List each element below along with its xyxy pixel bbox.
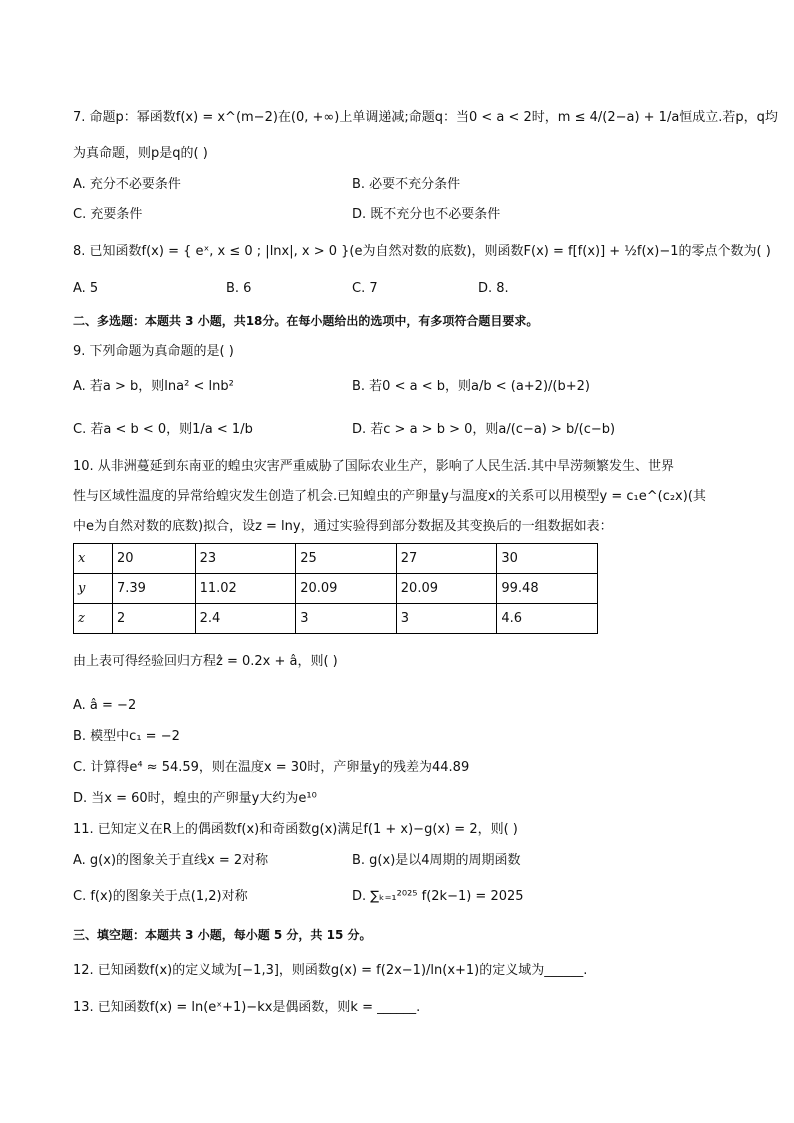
q9-option-d: D. 若c > a > b > 0，则a/(c−a) > b/(c−b) (352, 422, 616, 437)
table-cell: 3 (296, 604, 397, 634)
table-cell: 20.09 (396, 574, 497, 604)
q11-option-a: A. g(x)的图象关于直线x = 2对称 (73, 853, 269, 868)
q11-option-b: B. g(x)是以4周期的周期函数 (352, 853, 521, 868)
q10-data-table (73, 543, 598, 634)
q11-option-d: D. ∑ₖ₌₁²⁰²⁵ f(2k−1) = 2025 (352, 889, 524, 904)
table-cell: z (74, 604, 113, 634)
q10-option-a: A. â = −2 (73, 698, 137, 713)
q10-option-d: D. 当x = 60时，蝗虫的产卵量y大约为e¹⁰ (73, 791, 317, 806)
table-cell: 25 (296, 544, 397, 574)
table-row (74, 544, 598, 574)
table-cell: 20 (113, 544, 196, 574)
table-cell: 2 (113, 604, 196, 634)
table-cell: 99.48 (497, 574, 598, 604)
section2-heading: 二、多选题：本题共 3 小题，共18分。在每小题给出的选项中，有多项符合题目要求。 (73, 314, 539, 328)
table-cell: y (74, 574, 113, 604)
q11-option-c: C. f(x)的图象关于点(1,2)对称 (73, 889, 248, 904)
q10-option-b: B. 模型中c₁ = −2 (73, 729, 180, 744)
q9-option-a: A. 若a > b，则lna² < lnb² (73, 379, 234, 394)
q10-stem-line3: 中e为自然对数的底数)拟合，设z = lny，通过实验得到部分数据及其变换后的一组数据如表： (73, 519, 613, 534)
table-cell: 3 (396, 604, 497, 634)
q9-option-b: B. 若0 < a < b，则a/b < (a+2)/(b+2) (352, 379, 590, 394)
table-cell: 23 (195, 544, 296, 574)
table-cell: 11.02 (195, 574, 296, 604)
q10-regression-line: 由上表可得经验回归方程ẑ = 0.2x + â，则( ) (73, 654, 338, 669)
q7-stem-line1: 7. 命题p：幂函数f(x) = x^(m−2)在(0, +∞)上单调递减;命题q：当0 < a < 2时，m ≤ 4/(2−a) + 1/a恒成立.若p，q均 (73, 110, 778, 125)
q12-stem: 12. 已知函数f(x)的定义域为[−1,3]，则函数g(x) = f(2x−1)/ln(x+1)的定义域为______. (73, 963, 588, 978)
table-cell: 27 (396, 544, 497, 574)
q7-option-d: D. 既不充分也不必要条件 (352, 207, 501, 222)
q10-option-c: C. 计算得e⁴ ≈ 54.59，则在温度x = 30时，产卵量y的残差为44.89 (73, 760, 470, 775)
q8-option-d: D. 8. (478, 281, 509, 296)
section3-heading: 三、填空题：本题共 3 小题，每小题 5 分，共 15 分。 (73, 928, 372, 942)
q7-option-c: C. 充要条件 (73, 207, 143, 222)
q11-stem: 11. 已知定义在R上的偶函数f(x)和奇函数g(x)满足f(1 + x)−g(x) = 2，则( ) (73, 822, 518, 837)
q8-stem: 8. 已知函数f(x) = { eˣ, x ≤ 0 ; |lnx|, x > 0 }(e为自然对数的底数)，则函数F(x) = f[f(x)] + ½f(x)−1的零点个数为( ) (73, 244, 771, 259)
q10-stem-line2: 性与区域性温度的异常给蝗灾发生创造了机会.已知蝗虫的产卵量y与温度x的关系可以用模型y = c₁e^(c₂x)(其 (73, 489, 706, 504)
q8-option-b: B. 6 (226, 281, 252, 296)
table-cell: 2.4 (195, 604, 296, 634)
q8-option-a: A. 5 (73, 281, 99, 296)
q7-option-a: A. 充分不必要条件 (73, 177, 181, 192)
q9-option-c: C. 若a < b < 0，则1/a < 1/b (73, 422, 253, 437)
table-cell: 4.6 (497, 604, 598, 634)
q7-option-b: B. 必要不充分条件 (352, 177, 461, 192)
table-cell: 30 (497, 544, 598, 574)
table-cell: x (74, 544, 113, 574)
table-cell: 20.09 (296, 574, 397, 604)
q7-stem-line2: 为真命题，则p是q的( ) (73, 146, 208, 161)
table-row (74, 604, 598, 634)
q9-stem: 9. 下列命题为真命题的是( ) (73, 344, 234, 359)
q10-stem-line1: 10. 从非洲蔓延到东南亚的蝗虫灾害严重威胁了国际农业生产，影响了人民生活.其中旱涝频繁发生、世界 (73, 459, 674, 474)
q8-option-c: C. 7 (352, 281, 378, 296)
table-cell: 7.39 (113, 574, 196, 604)
q13-stem: 13. 已知函数f(x) = ln(eˣ+1)−kx是偶函数，则k = ______. (73, 1000, 421, 1015)
table-row (74, 574, 598, 604)
